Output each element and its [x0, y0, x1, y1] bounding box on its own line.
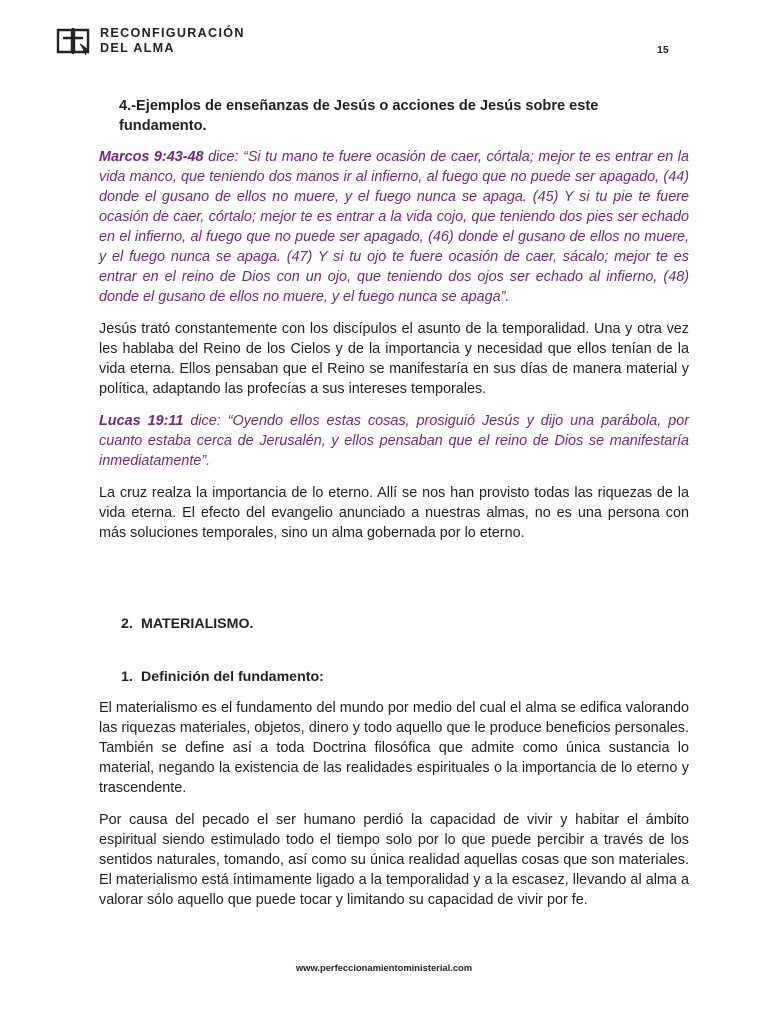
section-heading: 4.-Ejemplos de enseñanzas de Jesús o acciones de Jesús sobre este fundamento.: [119, 98, 599, 134]
body-paragraph: La cruz realza la importancia de lo eterno. Allí se nos han provisto todas las riquezas de la vida eterna. El efecto del evangelio anunciado a nuestras almas, no es una persona con más soluciones temporales, sino un alma gobernada por lo eterno.: [99, 485, 689, 541]
scripture-reference: Marcos 9:43-48: [99, 149, 204, 165]
section-title-text: MATERIALISMO.: [141, 616, 254, 632]
scripture-reference: Lucas 19:11: [99, 413, 184, 429]
quote-marcos: [99, 147, 689, 307]
quote-text: dice: “Si tu mano te fuere ocasión de caer, córtala; mejor te es entrar en la vida manco, que teniendo dos manos ir al infierno, al fuego que no puede ser apagado, (44) donde el gusano de ellos no muere, y el fuego nunca se apaga. (45) Y si tu pie te fuere ocasión de caer, córtalo; mejor te es entrar a la vida cojo, que teniendo dos pies ser echado en el infierno, al fuego que no puede ser apagado, (46) donde el gusano de ellos no muere, y el fuego nunca se apaga. (47) Y si tu ojo te fuere ocasión de caer, sácalo; mejor te es entrar en el reino de Dios con un ojo, que teniendo dos ojos ser echado al infierno, (48) donde el gusano de ellos no muere, y el fuego nunca se apaga”.: [99, 149, 689, 305]
quote-lucas: [99, 411, 689, 471]
page-number: 15: [657, 44, 669, 56]
brand-name: [100, 26, 245, 56]
section-number: 2.: [121, 616, 133, 632]
page-content: [99, 96, 689, 910]
subsection-number: 1.: [121, 669, 133, 685]
body-paragraph: Jesús trató constantemente con los discípulos el asunto de la temporalidad. Una y otra vez les hablaba del Reino de los Cielos y de la importancia y necesidad que ellos tenían de la vida eterna. Ellos pensaban que el Reino se manifestaría en sus días de manera material y política, adaptando las profecías a sus intereses temporales.: [99, 321, 689, 397]
footer-website: www.perfeccionamientoministerial.com: [295, 962, 473, 973]
subsection-title-text: Definición del fundamento:: [141, 669, 324, 685]
body-paragraph: El materialismo es el fundamento del mundo por medio del cual el alma se edifica valorando las riquezas materiales, objetos, dinero y todo aquello que le produce beneficios personales. También se define así a toda Doctrina filosófica que admite como única sustancia lo material, negando la existencia de las realidades espirituales o la importancia de lo eterno y trascendente.: [99, 700, 689, 796]
quote-text: dice: “Oyendo ellos estas cosas, prosiguió Jesús y dijo una parábola, por cuanto estaba cerca de Jerusalén, y ellos pensaban que el reino de Dios se manifestaría inmediatamente”.: [99, 413, 690, 469]
header-brand: [56, 26, 245, 56]
book-cross-logo-icon: [56, 26, 90, 56]
body-paragraph: Por causa del pecado el ser humano perdió la capacidad de vivir y habitar el ámbito espiritual siendo estimulado todo el tiempo solo por lo que puede percibir a través de los sentidos naturales, tomando, así como su única realidad aquellas cosas que son materiales. El materialismo está íntimamente ligado a la temporalidad y a la escasez, llevando al alma a valorar sólo aquello que puede tocar y limitando su capacidad de vivir por fe.: [99, 812, 689, 908]
brand-line-2: DEL ALMA: [100, 41, 175, 55]
section-title: [121, 614, 689, 634]
brand-line-1: RECONFIGURACIÓN: [100, 26, 245, 40]
subsection-title: [121, 667, 689, 687]
